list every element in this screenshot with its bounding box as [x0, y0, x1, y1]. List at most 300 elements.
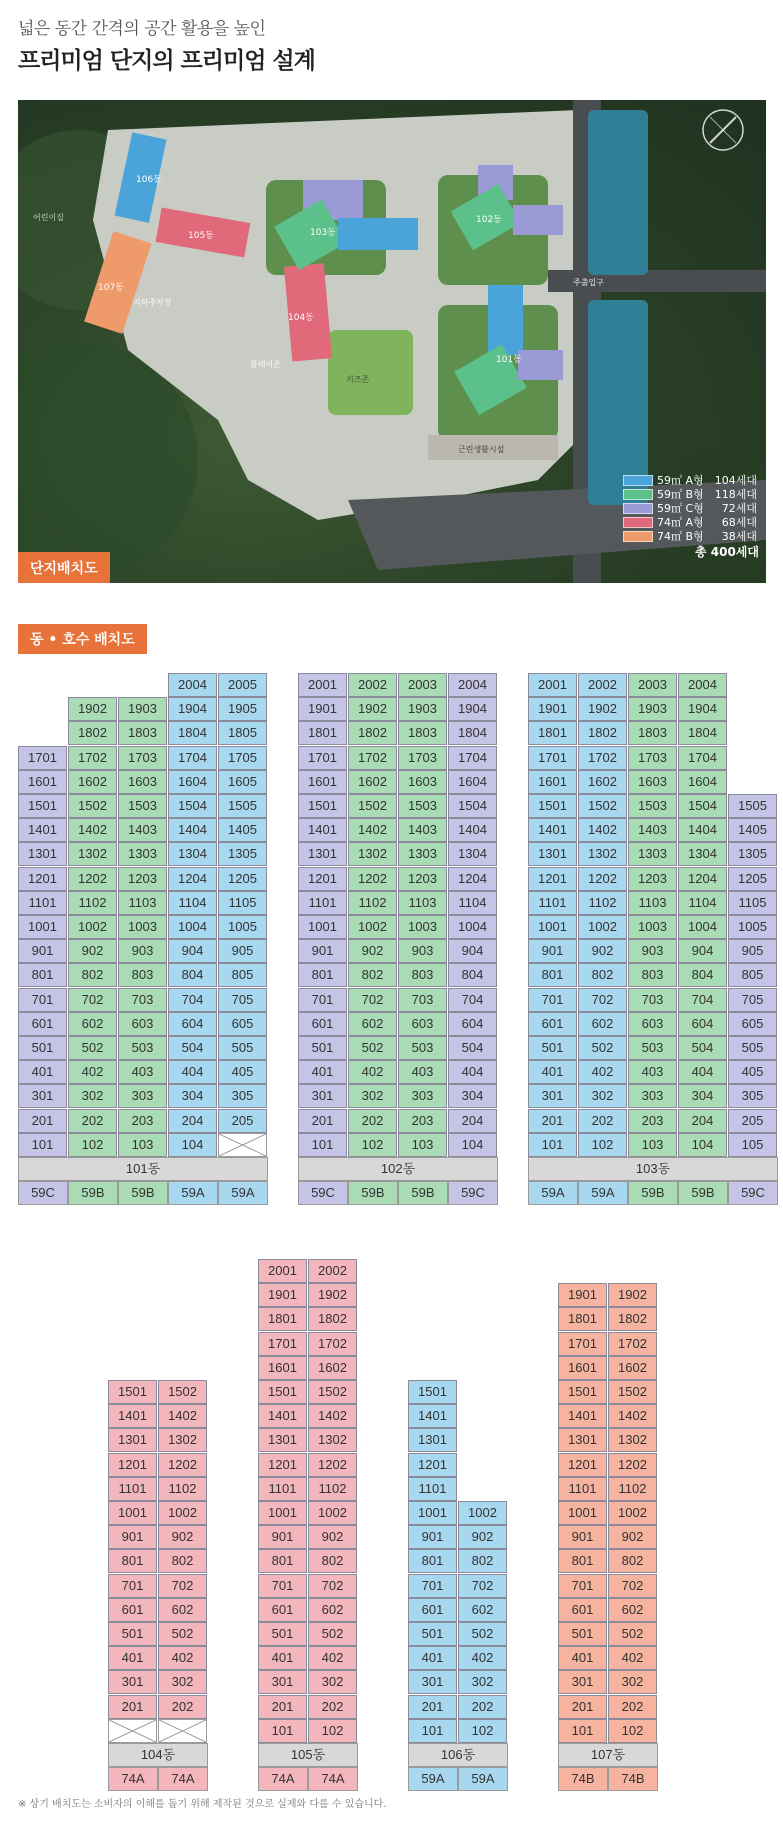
unit-cell: 1404: [678, 818, 727, 842]
unit-cell: 201: [528, 1109, 577, 1133]
svg-text:근린생활시설: 근린생활시설: [458, 445, 505, 454]
unit-cell: 1001: [18, 915, 67, 939]
legend-swatch: [623, 489, 653, 500]
unit-cell: 1402: [158, 1404, 207, 1428]
unit-cell: 801: [18, 963, 67, 987]
unit-cell: 1001: [258, 1501, 307, 1525]
unit-cell: 1001: [528, 915, 577, 939]
unit-type-label: 59B: [348, 1181, 398, 1205]
unit-type-label: 59B: [678, 1181, 728, 1205]
unit-cell: 803: [398, 963, 447, 987]
unit-cell: 1502: [308, 1380, 357, 1404]
unit-cell: 1804: [168, 721, 217, 745]
unit-cell: 402: [608, 1646, 657, 1670]
unit-cell: 304: [678, 1084, 727, 1108]
unit-cell: 802: [608, 1549, 657, 1573]
unit-cell: 604: [678, 1012, 727, 1036]
legend-type: 59㎡ B형: [657, 488, 704, 501]
unit-cell: 501: [298, 1036, 347, 1060]
unit-cell: 1501: [258, 1380, 307, 1404]
unit-type-legend: [623, 473, 763, 560]
unit-cell: 1101: [18, 891, 67, 915]
building-name: 103동: [528, 1157, 778, 1181]
unit-cell: 802: [348, 963, 397, 987]
svg-text:102동: 102동: [476, 215, 502, 225]
unit-cell: 1103: [398, 891, 447, 915]
unit-cell: 102: [578, 1133, 627, 1157]
unit-cell: 204: [168, 1109, 217, 1133]
unit-cell: 104: [678, 1133, 727, 1157]
unit-cell: 504: [448, 1036, 497, 1060]
unit-cell: 1804: [448, 721, 497, 745]
legend-row: [623, 501, 763, 515]
unit-cell: 201: [298, 1109, 347, 1133]
unit-cell: 1701: [298, 746, 347, 770]
unit-cell: 1201: [558, 1453, 607, 1477]
unit-cell: 1902: [578, 697, 627, 721]
svg-text:주출입구: 주출입구: [573, 278, 604, 287]
unit-cell: 1001: [108, 1501, 157, 1525]
unit-cell: 402: [348, 1060, 397, 1084]
unit-type-label: 59A: [218, 1181, 268, 1205]
unit-cell: 401: [258, 1646, 307, 1670]
unit-cell: 903: [628, 939, 677, 963]
unit-cell: 1501: [558, 1380, 607, 1404]
empty-unit-cell: [108, 1719, 157, 1743]
unit-cell: 1803: [398, 721, 447, 745]
unit-cell: 1104: [678, 891, 727, 915]
unit-cell: 1301: [528, 842, 577, 866]
unit-cell: 901: [108, 1525, 157, 1549]
unit-type-label: 74A: [308, 1767, 358, 1791]
unit-type-label: 59C: [298, 1181, 348, 1205]
legend-count: 104세대: [714, 474, 757, 487]
unit-cell: 1503: [118, 794, 167, 818]
unit-cell: 1703: [118, 746, 167, 770]
unit-cell: 1205: [728, 867, 777, 891]
unit-cell: 1405: [728, 818, 777, 842]
unit-cell: 1902: [608, 1283, 657, 1307]
unit-cell: 604: [448, 1012, 497, 1036]
unit-cell: 802: [158, 1549, 207, 1573]
unit-cell: 1101: [298, 891, 347, 915]
unit-cell: 801: [298, 963, 347, 987]
unit-cell: 304: [168, 1084, 217, 1108]
svg-text:지하주차장: 지하주차장: [133, 298, 172, 307]
legend-swatch: [623, 475, 653, 486]
unit-cell: 1301: [108, 1428, 157, 1452]
unit-cell: 1005: [218, 915, 267, 939]
unit-cell: 605: [218, 1012, 267, 1036]
unit-cell: 702: [158, 1574, 207, 1598]
unit-cell: 1602: [578, 770, 627, 794]
unit-cell: 1702: [68, 746, 117, 770]
unit-cell: 1505: [218, 794, 267, 818]
unit-type-label: 59A: [458, 1767, 508, 1791]
unit-cell: 1604: [448, 770, 497, 794]
unit-cell: 1003: [628, 915, 677, 939]
unit-cell: 701: [558, 1574, 607, 1598]
unit-type-label: 74B: [608, 1767, 658, 1791]
unit-cell: 801: [558, 1549, 607, 1573]
unit-cell: 404: [168, 1060, 217, 1084]
unit-cell: 303: [398, 1084, 447, 1108]
unit-cell: 801: [528, 963, 577, 987]
unit-cell: 1305: [218, 842, 267, 866]
unit-cell: 202: [458, 1695, 507, 1719]
unit-cell: 1502: [578, 794, 627, 818]
unit-cell: 105: [728, 1133, 777, 1157]
unit-cell: 904: [678, 939, 727, 963]
unit-cell: 1203: [628, 867, 677, 891]
unit-type-label: 59A: [578, 1181, 628, 1205]
unit-cell: 502: [158, 1622, 207, 1646]
unit-cell: 1704: [168, 746, 217, 770]
unit-cell: 705: [728, 988, 777, 1012]
building-name: 106동: [408, 1743, 508, 1767]
unit-cell: 1302: [578, 842, 627, 866]
unit-cell: 1304: [448, 842, 497, 866]
unit-cell: 701: [528, 988, 577, 1012]
unit-cell: 1303: [118, 842, 167, 866]
unit-cell: 1401: [108, 1404, 157, 1428]
unit-cell: 402: [68, 1060, 117, 1084]
unit-cell: 701: [258, 1574, 307, 1598]
unit-cell: 205: [728, 1109, 777, 1133]
unit-cell: 702: [308, 1574, 357, 1598]
unit-cell: 402: [158, 1646, 207, 1670]
unit-cell: 204: [448, 1109, 497, 1133]
unit-cell: 502: [68, 1036, 117, 1060]
unit-cell: 1305: [728, 842, 777, 866]
unit-cell: 502: [578, 1036, 627, 1060]
unit-cell: 802: [458, 1549, 507, 1573]
unit-cell: 1201: [528, 867, 577, 891]
unit-cell: 1404: [448, 818, 497, 842]
unit-cell: 301: [558, 1670, 607, 1694]
unit-cell: 1904: [448, 697, 497, 721]
unit-cell: 1201: [108, 1453, 157, 1477]
unit-cell: 302: [578, 1084, 627, 1108]
unit-cell: 1704: [448, 746, 497, 770]
unit-cell: 401: [298, 1060, 347, 1084]
legend-count: 72세대: [721, 502, 757, 515]
unit-cell: 1503: [628, 794, 677, 818]
unit-cell: 102: [308, 1719, 357, 1743]
legend-count: 68세대: [721, 516, 757, 529]
empty-unit-cell: [218, 1133, 267, 1157]
legend-row: [623, 529, 763, 543]
unit-cell: 501: [108, 1622, 157, 1646]
unit-cell: 601: [258, 1598, 307, 1622]
unit-cell: 1204: [678, 867, 727, 891]
unit-cell: 704: [168, 988, 217, 1012]
unit-cell: 102: [68, 1133, 117, 1157]
unit-cell: 1803: [628, 721, 677, 745]
svg-text:106동: 106동: [136, 175, 162, 185]
legend-type: 59㎡ C형: [657, 502, 704, 515]
unit-cell: 1802: [348, 721, 397, 745]
unit-cell: 201: [18, 1109, 67, 1133]
unit-cell: 1501: [408, 1380, 457, 1404]
unit-cell: 1204: [168, 867, 217, 891]
unit-cell: 1601: [298, 770, 347, 794]
page-title: 프리미엄 단지의 프리미엄 설계: [18, 48, 315, 74]
unit-cell: 1002: [308, 1501, 357, 1525]
legend-type: 59㎡ A형: [657, 474, 704, 487]
unit-cell: 1901: [528, 697, 577, 721]
unit-cell: 2001: [298, 673, 347, 697]
unit-cell: 1202: [348, 867, 397, 891]
unit-cell: 2002: [348, 673, 397, 697]
unit-cell: 1403: [628, 818, 677, 842]
unit-type-label: 74A: [258, 1767, 308, 1791]
unit-cell: 401: [18, 1060, 67, 1084]
unit-cell: 2002: [578, 673, 627, 697]
unit-cell: 905: [728, 939, 777, 963]
unit-cell: 1705: [218, 746, 267, 770]
building-name: 101동: [18, 1157, 268, 1181]
unit-cell: 1301: [558, 1428, 607, 1452]
unit-cell: 1302: [348, 842, 397, 866]
unit-cell: 701: [298, 988, 347, 1012]
unit-type-label: 59A: [408, 1767, 458, 1791]
unit-cell: 702: [608, 1574, 657, 1598]
unit-type-label: 59B: [118, 1181, 168, 1205]
unit-cell: 1504: [168, 794, 217, 818]
unit-cell: 1103: [118, 891, 167, 915]
unit-cell: 302: [608, 1670, 657, 1694]
unit-cell: 1901: [298, 697, 347, 721]
unit-cell: 602: [308, 1598, 357, 1622]
unit-cell: 602: [158, 1598, 207, 1622]
unit-cell: 1401: [18, 818, 67, 842]
unit-cell: 1202: [308, 1453, 357, 1477]
unit-cell: 1001: [558, 1501, 607, 1525]
unit-cell: 303: [628, 1084, 677, 1108]
unit-cell: 1005: [728, 915, 777, 939]
unit-cell: 1601: [558, 1356, 607, 1380]
unit-cell: 702: [348, 988, 397, 1012]
unit-cell: 1202: [68, 867, 117, 891]
unit-cell: 704: [678, 988, 727, 1012]
unit-cell: 904: [168, 939, 217, 963]
unit-cell: 1802: [68, 721, 117, 745]
unit-cell: 1903: [118, 697, 167, 721]
unit-cell: 401: [528, 1060, 577, 1084]
building-name: 107동: [558, 1743, 658, 1767]
unit-cell: 801: [108, 1549, 157, 1573]
unit-cell: 1104: [168, 891, 217, 915]
svg-text:107동: 107동: [98, 283, 124, 293]
unit-type-label: 59C: [18, 1181, 68, 1205]
site-plan-label: 단지배치도: [18, 552, 110, 583]
unit-cell: 902: [608, 1525, 657, 1549]
unit-cell: 1002: [68, 915, 117, 939]
unit-type-label: 74B: [558, 1767, 608, 1791]
unit-cell: 703: [118, 988, 167, 1012]
unit-cell: 804: [168, 963, 217, 987]
legend-row: [623, 515, 763, 529]
unit-cell: 301: [298, 1084, 347, 1108]
unit-cell: 202: [158, 1695, 207, 1719]
unit-cell: 1501: [18, 794, 67, 818]
unit-cell: 1104: [448, 891, 497, 915]
unit-cell: 104: [168, 1133, 217, 1157]
unit-cell: 1802: [608, 1307, 657, 1331]
unit-cell: 1202: [578, 867, 627, 891]
unit-cell: 1605: [218, 770, 267, 794]
unit-cell: 1901: [558, 1283, 607, 1307]
unit-cell: 2004: [678, 673, 727, 697]
unit-cell: 1501: [298, 794, 347, 818]
legend-type: 74㎡ A형: [657, 516, 704, 529]
svg-text:101동: 101동: [496, 355, 522, 365]
unit-cell: 902: [348, 939, 397, 963]
unit-type-label: 59A: [528, 1181, 578, 1205]
unit-cell: 803: [118, 963, 167, 987]
unit-cell: 1105: [218, 891, 267, 915]
unit-cell: 305: [728, 1084, 777, 1108]
unit-cell: 803: [628, 963, 677, 987]
unit-cell: 1504: [448, 794, 497, 818]
unit-cell: 401: [108, 1646, 157, 1670]
unit-cell: 1904: [168, 697, 217, 721]
unit-cell: 201: [558, 1695, 607, 1719]
unit-cell: 804: [678, 963, 727, 987]
legend-total: 총 400세대: [694, 545, 759, 559]
unit-cell: 601: [18, 1012, 67, 1036]
unit-cell: 1702: [608, 1332, 657, 1356]
unit-cell: 1701: [528, 746, 577, 770]
unit-cell: 1002: [458, 1501, 507, 1525]
unit-cell: 602: [458, 1598, 507, 1622]
unit-cell: 504: [678, 1036, 727, 1060]
unit-cell: 1402: [608, 1404, 657, 1428]
unit-cell: 102: [608, 1719, 657, 1743]
unit-cell: 1203: [118, 867, 167, 891]
unit-type-label: 74A: [158, 1767, 208, 1791]
unit-cell: 1902: [308, 1283, 357, 1307]
unit-cell: 901: [258, 1525, 307, 1549]
unit-cell: 802: [308, 1549, 357, 1573]
unit-cell: 604: [168, 1012, 217, 1036]
unit-cell: 102: [458, 1719, 507, 1743]
unit-cell: 1002: [348, 915, 397, 939]
unit-cell: 1901: [258, 1283, 307, 1307]
unit-cell: 1002: [158, 1501, 207, 1525]
unit-cell: 1201: [18, 867, 67, 891]
unit-type-label: 59B: [628, 1181, 678, 1205]
unit-cell: 503: [628, 1036, 677, 1060]
unit-cell: 302: [348, 1084, 397, 1108]
unit-cell: 505: [218, 1036, 267, 1060]
unit-cell: 502: [458, 1622, 507, 1646]
unit-cell: 602: [578, 1012, 627, 1036]
unit-cell: 1703: [628, 746, 677, 770]
unit-cell: 704: [448, 988, 497, 1012]
unit-cell: 104: [448, 1133, 497, 1157]
unit-cell: 1001: [298, 915, 347, 939]
unit-cell: 1201: [408, 1453, 457, 1477]
unit-cell: 901: [18, 939, 67, 963]
page-subtitle: 넓은 동간 간격의 공간 활용을 높인: [18, 19, 266, 39]
unit-cell: 2002: [308, 1259, 357, 1283]
unit-cell: 701: [18, 988, 67, 1012]
unit-cell: 1403: [118, 818, 167, 842]
unit-cell: 805: [218, 963, 267, 987]
unit-cell: 201: [408, 1695, 457, 1719]
unit-cell: 402: [458, 1646, 507, 1670]
unit-cell: 1002: [578, 915, 627, 939]
unit-cell: 805: [728, 963, 777, 987]
unit-cell: 1701: [18, 746, 67, 770]
unit-cell: 1603: [398, 770, 447, 794]
unit-cell: 801: [408, 1549, 457, 1573]
unit-cell: 1102: [608, 1477, 657, 1501]
unit-cell: 501: [18, 1036, 67, 1060]
unit-cell: 203: [118, 1109, 167, 1133]
legend-swatch: [623, 517, 653, 528]
unit-cell: 1502: [608, 1380, 657, 1404]
building-name: 104동: [108, 1743, 208, 1767]
unit-cell: 1503: [398, 794, 447, 818]
unit-cell: 601: [558, 1598, 607, 1622]
unit-cell: 1002: [608, 1501, 657, 1525]
unit-cell: 1603: [628, 770, 677, 794]
unit-cell: 1802: [308, 1307, 357, 1331]
unit-cell: 801: [258, 1549, 307, 1573]
unit-cell: 902: [308, 1525, 357, 1549]
unit-cell: 703: [628, 988, 677, 1012]
unit-cell: 1903: [628, 697, 677, 721]
unit-cell: 201: [258, 1695, 307, 1719]
unit-cell: 1404: [168, 818, 217, 842]
unit-cell: 203: [628, 1109, 677, 1133]
unit-cell: 1702: [578, 746, 627, 770]
unit-cell: 202: [608, 1695, 657, 1719]
unit-cell: 202: [348, 1109, 397, 1133]
unit-cell: 501: [558, 1622, 607, 1646]
unit-cell: 1702: [348, 746, 397, 770]
unit-type-label: 59B: [68, 1181, 118, 1205]
unit-cell: 702: [578, 988, 627, 1012]
unit-cell: 1801: [558, 1307, 607, 1331]
unit-cell: 1905: [218, 697, 267, 721]
unit-cell: 301: [18, 1084, 67, 1108]
unit-cell: 601: [528, 1012, 577, 1036]
unit-cell: 1202: [158, 1453, 207, 1477]
unit-cell: 1205: [218, 867, 267, 891]
unit-cell: 402: [308, 1646, 357, 1670]
unit-cell: 802: [68, 963, 117, 987]
unit-cell: 301: [528, 1084, 577, 1108]
unit-cell: 1602: [308, 1356, 357, 1380]
unit-cell: 2001: [258, 1259, 307, 1283]
unit-type-label: 59A: [168, 1181, 218, 1205]
unit-cell: 1902: [68, 697, 117, 721]
unit-cell: 101: [408, 1719, 457, 1743]
unit-cell: 901: [298, 939, 347, 963]
unit-cell: 702: [458, 1574, 507, 1598]
unit-cell: 1602: [608, 1356, 657, 1380]
unit-cell: 202: [308, 1695, 357, 1719]
unit-cell: 502: [308, 1622, 357, 1646]
unit-cell: 703: [398, 988, 447, 1012]
unit-cell: 605: [728, 1012, 777, 1036]
unit-cell: 405: [728, 1060, 777, 1084]
unit-type-label: 59B: [398, 1181, 448, 1205]
